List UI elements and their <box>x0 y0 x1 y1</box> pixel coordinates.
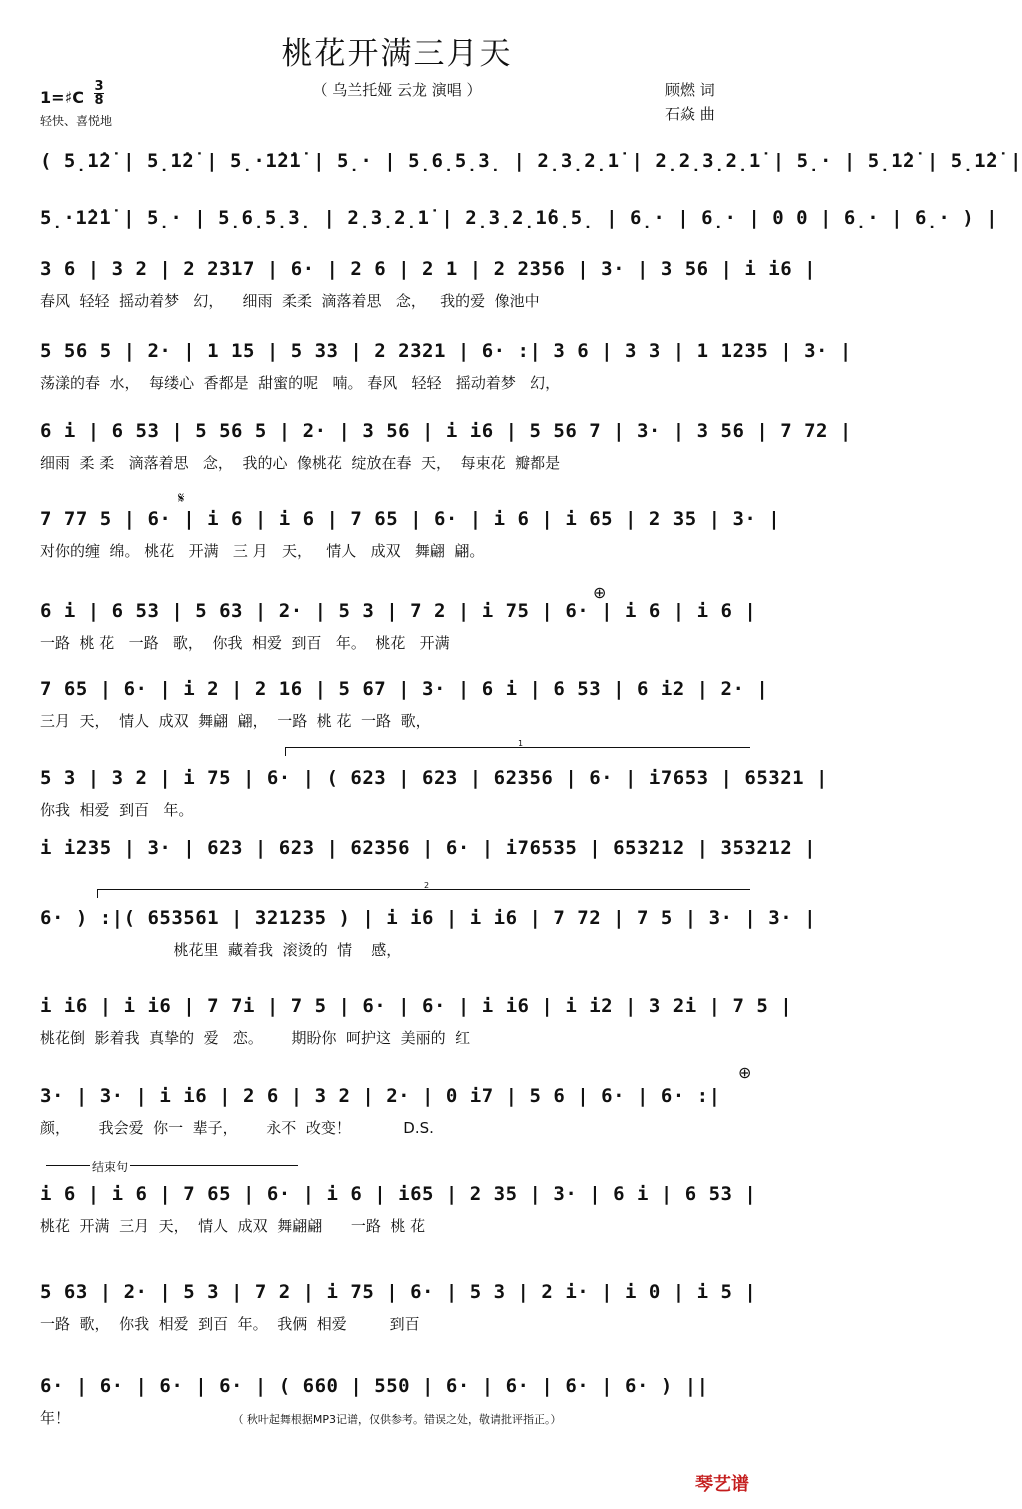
lyrics-line: 颜， 我会爱 你一 辈子， 永不 改变！ D.S. <box>40 1119 434 1137</box>
lyrics-line: 桃花里 藏着我 滚烫的 情 感， <box>40 941 402 959</box>
lyrics-line: 一路 歌， 你我 相爱 到百 年。 我俩 相爱 到百 <box>40 1315 420 1333</box>
notation-line: 3 6 | 3 2 | 2 2317 | 6· | 2 6 | 2 1 | 2 2356 | 3· | 3 56 | i i6 | <box>40 258 817 280</box>
lyrics-line: 春风 轻轻 摇动着梦 幻， 细雨 柔柔 滴落着思 念， 我的爱 像池中 <box>40 292 540 310</box>
notation-line: 7 77 5 | 6· | i 6 | i 6 | 7 65 | 6· | i 6 | i 65 | 2 35 | 3· | <box>40 508 781 530</box>
notation-line: ( 5̣1̇2̇ | 5̣1̇2̇ | 5̣·1̇2̇1̇ | 5̣· | 5̣6̣5̣3̣ | 2̣3̣2̣1̇ | 2̣2̣3̣2̣1̇ | 5̣· | 5̣1̇2̇ | 5̣1̇2̇ | <box>40 150 1022 172</box>
notation-line: 7 65 | 6· | i 2 | 2 16 | 5 67 | 3· | 6 i | 6 53 | 6 i2 | 2· | <box>40 678 769 700</box>
lyrics-line: 桃花 开满 三月 天， 情人 成双 舞翩翩 一路 桃 花 <box>40 1217 426 1235</box>
lyrics-line: 对你的缠 绵。 桃花 开满 三 月 天， 情人 成双 舞翩 翩。 <box>40 542 485 560</box>
lyrics-line: 荡漾的春 水， 每缕心 香都是 甜蜜的呢 喃。 春风 轻轻 摇动着梦 幻， <box>40 374 561 392</box>
notation-line: 3· | 3· | i i6 | 2 6 | 3 2 | 2· | 0 i7 | 5 6 | 6· | 6· :| <box>40 1085 721 1107</box>
notation-line: 5 56 5 | 2· | 1 15 | 5 33 | 2 2321 | 6· :| 3 6 | 3 3 | 1 1235 | 3· | <box>40 340 852 362</box>
lyrics-line: 年！ <box>40 1409 71 1427</box>
transcriber-note: （ 秋叶起舞根据MP3记谱，仅供参考。错误之处，敬请批评指正。） <box>232 1413 562 1426</box>
song-title: 桃花开满三月天 <box>281 36 513 72</box>
volta-1-label: 1 <box>518 739 524 748</box>
coda-icon: ⊕ <box>593 583 607 602</box>
volta-bracket-1 <box>285 739 750 756</box>
segno-icon: 𝄋 <box>178 489 185 507</box>
notation-line: i i6 | i i6 | 7 7i | 7 5 | 6· | 6· | i i6 | i i2 | 3 2i | 7 5 | <box>40 995 793 1017</box>
tempo-marking: 轻快、喜悦地 <box>40 114 113 128</box>
lyrics-line: 一路 桃 花 一路 歌， 你我 相爱 到百 年。 桃花 开满 <box>40 634 450 652</box>
lyrics-line: 你我 相爱 到百 年。 <box>40 801 194 819</box>
site-logo: 琴艺谱 <box>695 1474 749 1495</box>
lyrics-line: 桃花倒 影着我 真挚的 爱 恋。 期盼你 呵护这 美丽的 红 <box>40 1029 471 1047</box>
composer-credit: 石焱 曲 <box>665 105 715 123</box>
lyrics-line: 细雨 柔 柔 滴落着思 念， 我的心 像桃花 绽放在春 天， 每束花 瓣都是 <box>40 454 561 472</box>
volta-bracket-2 <box>97 881 750 898</box>
time-numerator: 3 <box>94 79 104 94</box>
volta-2-label: 2 <box>424 881 430 890</box>
ending-bracket <box>46 1165 298 1166</box>
notation-line: 6· | 6· | 6· | 6· | ( 660 | 550 | 6· | 6· | 6· | 6· ) || <box>40 1375 709 1397</box>
notation-line: i i235 | 3· | 623 | 623 | 62356 | 6· | i76535 | 653212 | 353212 | <box>40 837 817 859</box>
notation-line: 6 i | 6 53 | 5 63 | 2· | 5 3 | 7 2 | i 75 | 6· | i 6 | i 6 | <box>40 600 757 622</box>
lyrics-line: 三月 天， 情人 成双 舞翩 翩， 一路 桃 花 一路 歌， <box>40 712 431 730</box>
time-signature <box>94 80 104 107</box>
lyricist-credit: 顾燃 词 <box>665 81 715 99</box>
notation-line: i 6 | i 6 | 7 65 | 6· | i 6 | i65 | 2 35 | 3· | 6 i | 6 53 | <box>40 1183 757 1205</box>
notation-line: 5 3 | 3 2 | i 75 | 6· | ( 623 | 623 | 62356 | 6· | i7653 | 65321 | <box>40 767 828 789</box>
notation-line: 5̣·1̇2̇1̇ | 5̣· | 5̣6̣5̣3̣ | 2̣3̣2̣1̇ | 2̣3̣2̣1̇6̣5̣ | 6̣· | 6̣· | 0 0 | 6̣· | 6̣· ) | <box>40 207 999 229</box>
coda-icon: ⊕ <box>738 1063 752 1082</box>
time-denominator: 8 <box>94 93 104 108</box>
key-signature: 1=♯C <box>40 88 85 107</box>
ending-label: 结束句 <box>92 1160 129 1174</box>
singer-credit: （ 乌兰托娅 云龙 演唱 ） <box>312 81 482 99</box>
notation-line: 5 63 | 2· | 5 3 | 7 2 | i 75 | 6· | 5 3 | 2 i· | i 0 | i 5 | <box>40 1281 757 1303</box>
notation-line: 6· ) :|( 653561 | 321235 ) | i i6 | i i6 | 7 72 | 7 5 | 3· | 3· | <box>40 907 817 929</box>
notation-line: 6 i | 6 53 | 5 56 5 | 2· | 3 56 | i i6 | 5 56 7 | 3· | 3 56 | 7 72 | <box>40 420 852 442</box>
